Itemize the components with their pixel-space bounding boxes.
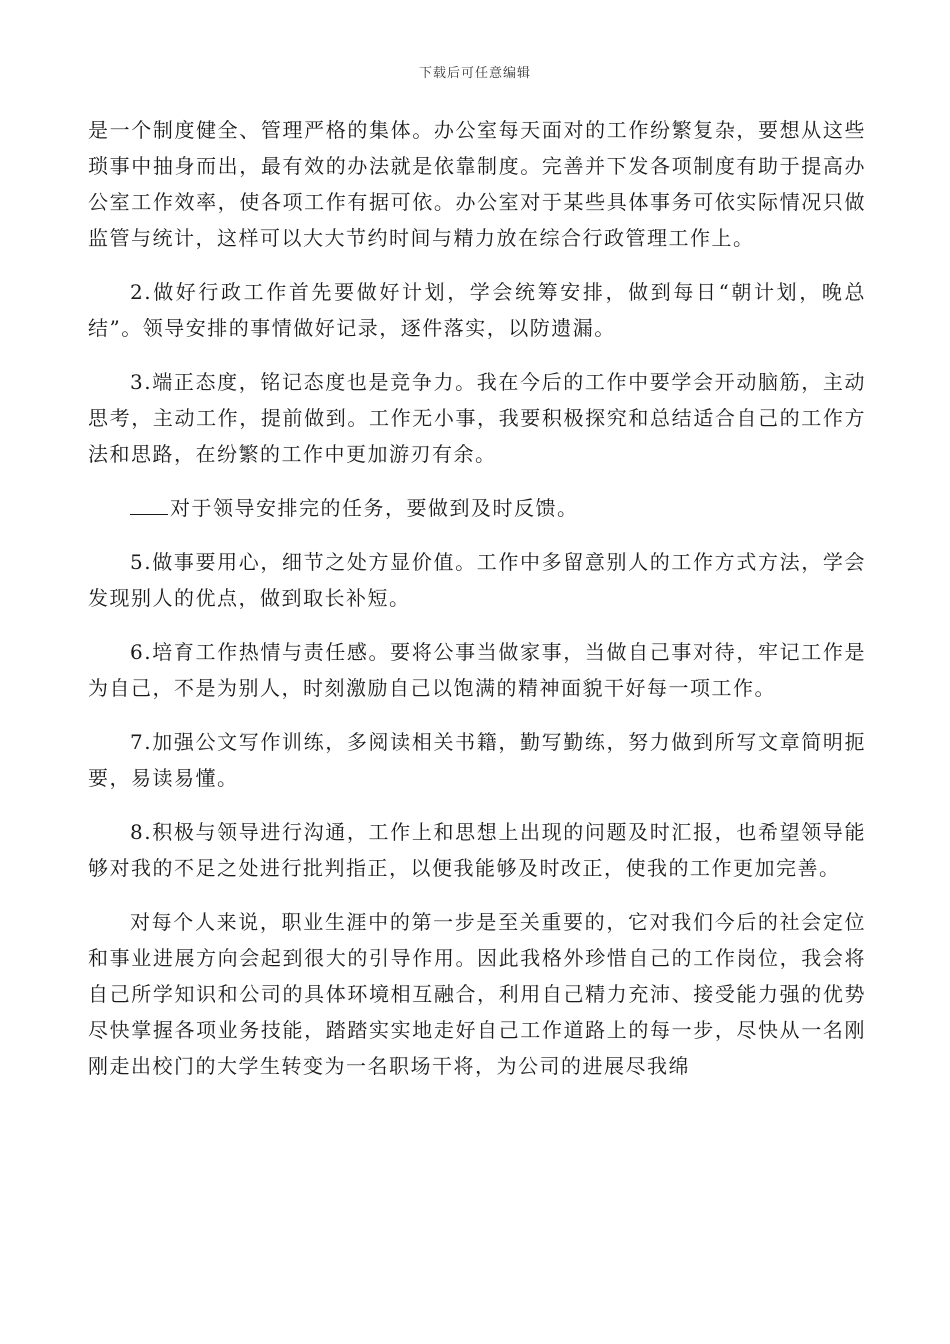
paragraph-item-5: 5.做事要用心，细节之处方显价值。工作中多留意别人的工作方式方法，学会发现别人的优点，做到取长补短。 — [88, 550, 866, 610]
paragraph-continued: 是一个制度健全、管理严格的集体。办公室每天面对的工作纷繁复杂，要想从这些琐事中抽身而出，最有效的办法就是依靠制度。完善并下发各项制度有助于提高办公室工作效率，使各项工作有据可依。办公室对于某些具体事务可依实际情况只做监管与统计，这样可以大大节约时间与精力放在综合行政管理工作上。 — [88, 118, 866, 250]
paragraph-item-6: 6.培育工作热情与责任感。要将公事当做家事，当做自己事对待，牢记工作是为自己，不是为别人，时刻激励自己以饱满的精神面貌干好每一项工作。 — [88, 640, 866, 700]
paragraph-item-3: 3.端正态度，铭记态度也是竞争力。我在今后的工作中要学会开动脑筋，主动思考，主动工作，提前做到。工作无小事，我要积极探究和总结适合自己的工作方法和思路，在纷繁的工作中更加游刃有余。 — [88, 370, 866, 466]
paragraph-conclusion: 对每个人来说，职业生涯中的第一步是至关重要的，它对我们今后的社会定位和事业进展方向会起到很大的引导作用。因此我格外珍惜自己的工作岗位，我会将自己所学知识和公司的具体环境相互融合，利用自己精力充沛、接受能力强的优势尽快掌握各项业务技能，踏踏实实地走好自己工作道路上的每一步，尽快从一名刚刚走出校门的大学生转变为一名职场干将，为公司的进展尽我绵 — [88, 910, 866, 1078]
paragraph-item-2: 2.做好行政工作首先要做好计划，学会统筹安排，做到每日“朝计划，晚总结”。领导安排的事情做好记录，逐件落实，以防遗漏。 — [88, 280, 866, 340]
document-body — [88, 112, 866, 1102]
page-header: 下载后可任意编辑 — [418, 66, 531, 81]
paragraph-item-8: 8.积极与领导进行沟通，工作上和思想上出现的问题及时汇报，也希望领导能够对我的不足之处进行批判指正，以便我能够及时改正，使我的工作更加完善。 — [88, 820, 866, 880]
paragraph-item-7: 7.加强公文写作训练，多阅读相关书籍，勤写勤练，努力做到所写文章简明扼要，易读易懂。 — [88, 730, 866, 790]
paragraph-item-4 — [88, 490, 866, 526]
paragraph-item-4-text: 对于领导安排完的任务，要做到及时反馈。 — [170, 496, 579, 520]
blank-underline — [130, 492, 168, 515]
